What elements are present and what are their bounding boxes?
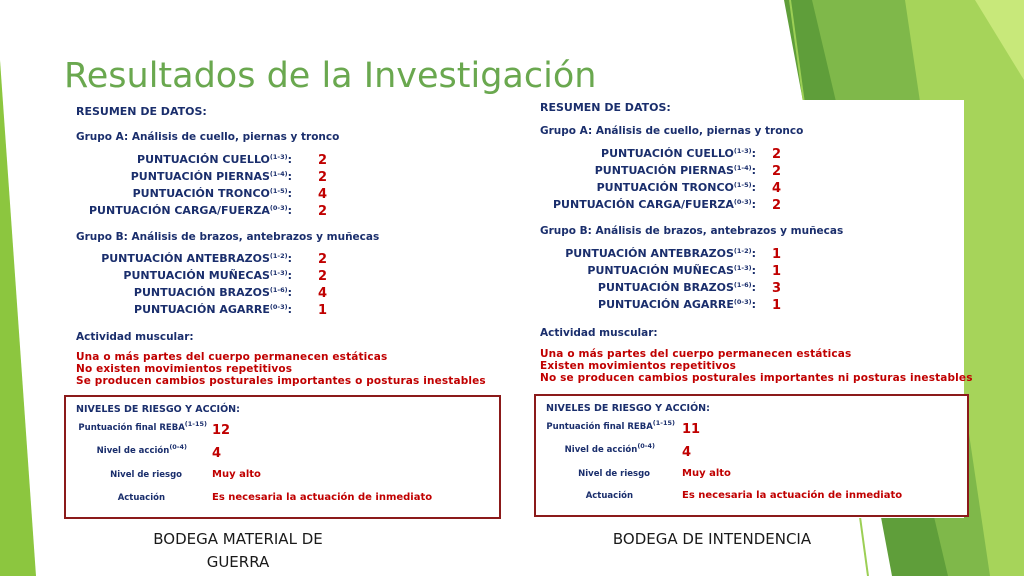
risk-heading: NIVELES DE RIESGO Y ACCIÓN:	[546, 403, 710, 414]
score-value-tronco: 4	[318, 187, 328, 202]
score-label-agarre: PUNTUACIÓN AGARRE$^{(0-3)}$:	[598, 298, 756, 311]
grupo-b-title: Grupo B: Análisis de brazos, antebrazos y muñecas	[76, 231, 380, 243]
score-label-carga: PUNTUACIÓN CARGA/FUERZA$^{(0-3)}$:	[89, 204, 292, 217]
score-value-antebrazos: 2	[318, 252, 328, 267]
actividad-title: Actividad muscular:	[540, 327, 658, 339]
score-label-cuello: PUNTUACIÓN CUELLO$^{(1-3)}$:	[601, 147, 756, 160]
score-label-brazos: PUNTUACIÓN BRAZOS$^{(1-6)}$:	[597, 281, 756, 294]
grupo-a-title: Grupo A: Análisis de cuello, piernas y tronco	[540, 125, 804, 137]
score-label-agarre: PUNTUACIÓN AGARRE$^{(0-3)}$:	[134, 303, 292, 316]
deco-left-green-shape	[0, 60, 36, 576]
accion-value: 4	[682, 445, 692, 460]
resumen-heading: RESUMEN DE DATOS:	[76, 105, 207, 118]
risk-level-box	[64, 395, 501, 519]
score-label-carga: PUNTUACIÓN CARGA/FUERZA$^{(0-3)}$:	[553, 198, 756, 211]
riesgo-label: Nivel de riesgo	[578, 469, 650, 479]
score-label-munecas: PUNTUACIÓN MUÑECAS$^{(1-3)}$:	[123, 269, 292, 282]
score-value-cuello: 2	[772, 147, 782, 162]
report-panel-intendencia	[532, 100, 973, 518]
score-value-brazos: 4	[318, 286, 328, 301]
score-value-munecas: 1	[772, 264, 782, 279]
score-label-piernas: PUNTUACIÓN PIERNAS$^{(1-4)}$:	[130, 170, 292, 183]
reba-label: Puntuación final REBA$^{(1-15)}$	[78, 420, 207, 433]
resumen-heading: RESUMEN DE DATOS:	[540, 101, 671, 114]
score-value-carga: 2	[772, 198, 782, 213]
reba-label: Puntuación final REBA$^{(1-15)}$	[546, 419, 675, 432]
risk-heading: NIVELES DE RIESGO Y ACCIÓN:	[76, 404, 240, 415]
score-value-agarre: 1	[318, 303, 328, 318]
report-panel-material-guerra	[64, 100, 504, 520]
score-label-piernas: PUNTUACIÓN PIERNAS$^{(1-4)}$:	[594, 164, 756, 177]
reba-value: 11	[682, 422, 701, 437]
score-label-antebrazos: PUNTUACIÓN ANTEBRAZOS$^{(1-2)}$:	[101, 252, 292, 265]
score-label-cuello: PUNTUACIÓN CUELLO$^{(1-3)}$:	[137, 153, 292, 166]
score-value-antebrazos: 1	[772, 247, 782, 262]
actividad-title: Actividad muscular:	[76, 331, 194, 343]
actuacion-value: Es necesaria la actuación de inmediato	[212, 492, 433, 503]
grupo-a-title: Grupo A: Análisis de cuello, piernas y tronco	[76, 131, 340, 143]
score-label-tronco: PUNTUACIÓN TRONCO$^{(1-5)}$:	[596, 181, 756, 194]
score-value-munecas: 2	[318, 269, 328, 284]
score-value-piernas: 2	[318, 170, 328, 185]
score-value-carga: 2	[318, 204, 328, 219]
actividad-line-1: Una o más partes del cuerpo permanecen estáticas	[76, 351, 388, 363]
score-value-agarre: 1	[772, 298, 782, 313]
actividad-line-3: No se producen cambios posturales importantes ni posturas inestables	[540, 372, 973, 384]
actividad-line-2: No existen movimientos repetitivos	[76, 363, 293, 375]
score-value-tronco: 4	[772, 181, 782, 196]
score-label-munecas: PUNTUACIÓN MUÑECAS$^{(1-3)}$:	[587, 264, 756, 277]
reba-value: 12	[212, 423, 231, 438]
slide-title: Resultados de la Investigación	[64, 56, 597, 96]
caption-bodega-intendencia: BODEGA DE INTENDENCIA	[612, 530, 812, 548]
score-label-tronco: PUNTUACIÓN TRONCO$^{(1-5)}$:	[132, 187, 292, 200]
actuacion-value: Es necesaria la actuación de inmediato	[682, 490, 903, 501]
accion-label: Nivel de acción$^{(0-4)}$	[564, 442, 655, 455]
riesgo-value: Muy alto	[212, 469, 261, 480]
actuacion-label: Actuación	[585, 491, 633, 501]
actividad-line-1: Una o más partes del cuerpo permanecen estáticas	[540, 348, 852, 360]
score-value-cuello: 2	[318, 153, 328, 168]
score-label-antebrazos: PUNTUACIÓN ANTEBRAZOS$^{(1-2)}$:	[565, 247, 756, 260]
score-value-piernas: 2	[772, 164, 782, 179]
riesgo-label: Nivel de riesgo	[110, 470, 182, 480]
actividad-line-3: Se producen cambios posturales importantes o posturas inestables	[76, 375, 486, 387]
riesgo-value: Muy alto	[682, 468, 731, 479]
actuacion-label: Actuación	[117, 493, 165, 503]
accion-value: 4	[212, 446, 222, 461]
risk-level-box	[534, 394, 969, 517]
score-label-brazos: PUNTUACIÓN BRAZOS$^{(1-6)}$:	[133, 286, 292, 299]
score-value-brazos: 3	[772, 281, 782, 296]
grupo-b-title: Grupo B: Análisis de brazos, antebrazos y muñecas	[540, 225, 844, 237]
caption-bodega-material-guerra: BODEGA MATERIAL DE GUERRA	[153, 530, 323, 571]
actividad-line-2: Existen movimientos repetitivos	[540, 360, 737, 372]
accion-label: Nivel de acción$^{(0-4)}$	[96, 443, 187, 456]
